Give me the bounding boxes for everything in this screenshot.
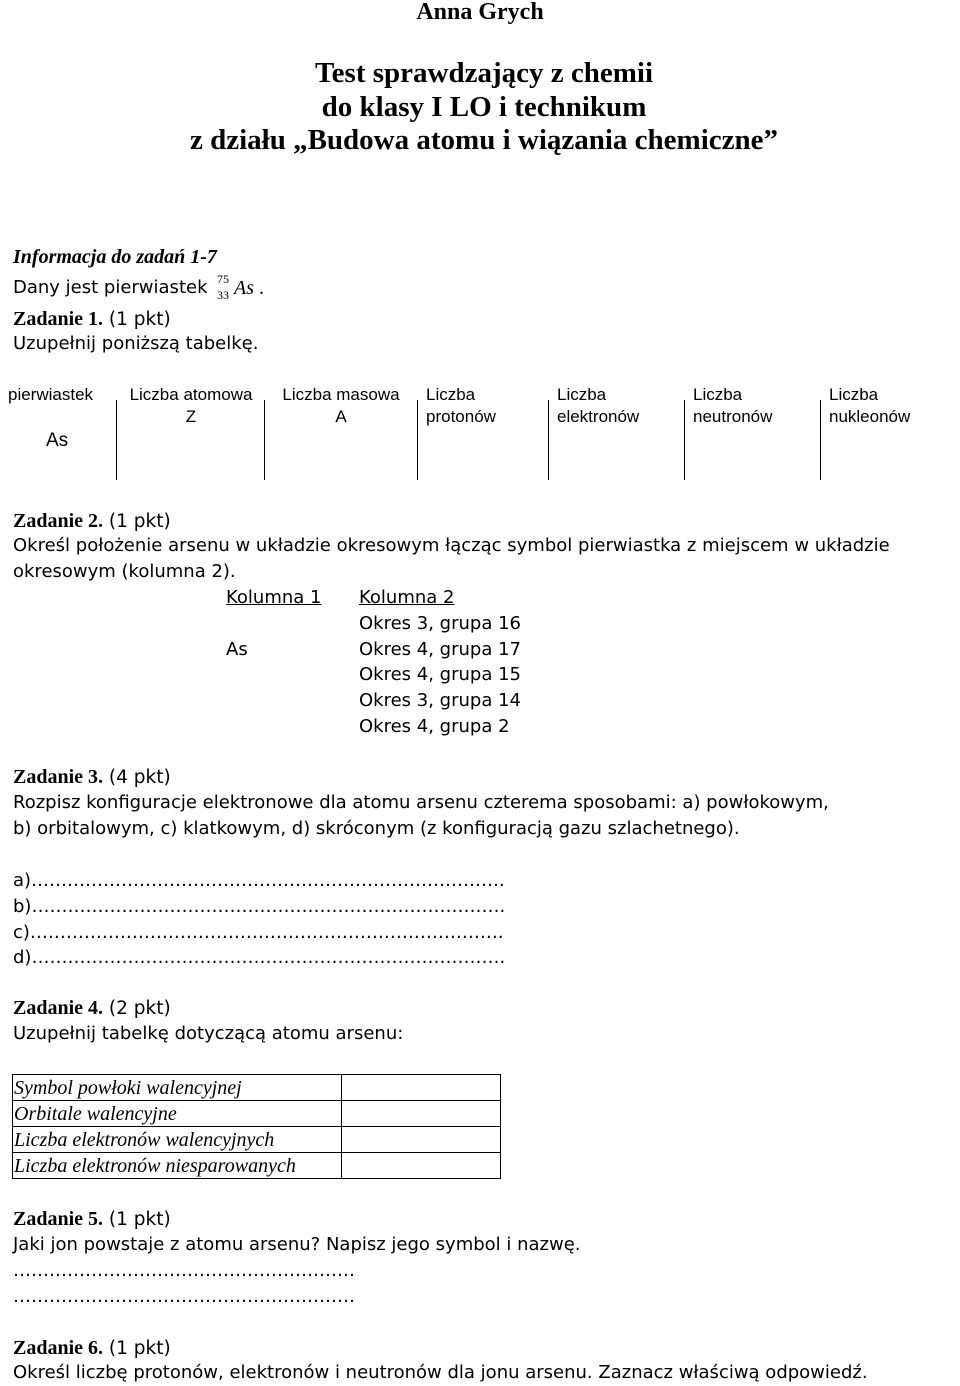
table-divider: [417, 400, 418, 480]
task2-label: Zadanie 2.: [13, 510, 104, 532]
task6-heading: [13, 1337, 171, 1360]
table-row: [13, 1101, 501, 1127]
table-divider: [684, 400, 685, 480]
answer-cell[interactable]: [342, 1075, 501, 1101]
answer-line-a[interactable]: a)…………………………………………………………………….: [13, 870, 505, 891]
task5-points: (1 pkt): [108, 1209, 171, 1230]
task1-label: Zadanie 1.: [13, 308, 104, 330]
answer-cell[interactable]: [342, 1101, 501, 1127]
task2-points: (1 pkt): [108, 511, 171, 532]
column-1-item: As: [226, 639, 248, 660]
header-mass-number: Liczba masowa A: [282, 385, 400, 426]
info-text: Dany jest pierwiastek: [13, 277, 208, 298]
row-label: Liczba elektronów walencyjnych: [13, 1127, 342, 1153]
answer-line-d[interactable]: d)…………………………………………………………………….: [13, 947, 506, 968]
task3-points: (4 pkt): [108, 767, 171, 788]
valence-table: [12, 1074, 501, 1179]
task4-label: Zadanie 4.: [13, 997, 104, 1019]
task2-line-2: okresowym (kolumna 2).: [13, 561, 236, 582]
task6-label: Zadanie 6.: [13, 1337, 104, 1359]
task3-line-1: Rozpisz konfiguracje elektronowe dla atomu arsenu czterema sposobami: a) powłokowym,: [13, 792, 829, 813]
task1-points: (1 pkt): [108, 309, 171, 330]
column-2-item: Okres 4, grupa 17: [359, 639, 521, 660]
row-label: Liczba elektronów niesparowanych: [13, 1153, 342, 1179]
header-nucleons: Liczba nukleonów: [829, 385, 911, 426]
test-title-line-3: z działu „Budowa atomu i wiązania chemiczne”: [189, 124, 779, 156]
task4-instruction: Uzupełnij tabelkę dotyczącą atomu arsenu:: [13, 1023, 404, 1044]
task5-instruction: Jaki jon powstaje z atomu arsenu? Napisz jego symbol i nazwę.: [13, 1234, 581, 1255]
test-title-line-2: do klasy I LO i technikum: [321, 91, 647, 123]
header-element: pierwiastek: [8, 385, 94, 404]
info-period: .: [259, 277, 264, 299]
table-row: [13, 1075, 501, 1101]
task3-heading: [13, 766, 171, 789]
task4-heading: [13, 997, 171, 1020]
table-divider: [264, 400, 265, 480]
task1-instruction: Uzupełnij poniższą tabelkę.: [13, 333, 259, 354]
answer-cell[interactable]: [342, 1153, 501, 1179]
info-heading: Informacja do zadań 1-7: [13, 246, 217, 268]
answer-line-b[interactable]: b)…………………………………………………………………….: [13, 896, 506, 917]
element-symbol: As: [234, 277, 254, 299]
element-table: [0, 372, 960, 480]
task6-instruction: Określ liczbę protonów, elektronów i neutronów dla jonu arsenu. Zaznacz właściwą odpowiedź.: [13, 1362, 868, 1383]
answer-line[interactable]: …………………………………………………: [13, 1286, 355, 1307]
task1-heading: [13, 308, 171, 331]
column-2-header: Kolumna 2: [359, 587, 455, 608]
task2-heading: [13, 510, 171, 533]
test-title-line-1: Test sprawdzający z chemii: [314, 57, 654, 89]
column-2-item: Okres 3, grupa 16: [359, 613, 521, 634]
row-label: Symbol powłoki walencyjnej: [13, 1075, 342, 1101]
task5-heading: [13, 1208, 171, 1231]
answer-line[interactable]: …………………………………………………: [13, 1260, 355, 1281]
mass-number: 75: [217, 272, 229, 286]
task4-points: (2 pkt): [108, 998, 171, 1019]
column-2-item: Okres 3, grupa 14: [359, 690, 521, 711]
row-element-symbol: As: [46, 430, 69, 451]
atomic-number: 33: [217, 288, 229, 302]
row-label: Orbitale walencyjne: [13, 1101, 342, 1127]
author-name: Anna Grych: [416, 0, 544, 25]
table-divider: [820, 400, 821, 480]
task3-line-2: b) orbitalowym, c) klatkowym, d) skróconym (z konfiguracją gazu szlachetnego).: [13, 818, 740, 839]
header-electrons: Liczba elektronów: [557, 385, 640, 426]
header-atomic-number: Liczba atomowa Z: [129, 385, 253, 426]
answer-line-c[interactable]: c)…………………………………………………………………….: [13, 922, 504, 943]
task3-label: Zadanie 3.: [13, 766, 104, 788]
table-row: [13, 1153, 501, 1179]
answer-cell[interactable]: [342, 1127, 501, 1153]
table-divider: [116, 400, 117, 480]
column-2-item: Okres 4, grupa 2: [359, 716, 510, 737]
column-1-header: Kolumna 1: [226, 587, 322, 608]
header-neutrons: Liczba neutronów: [693, 385, 773, 426]
column-2-item: Okres 4, grupa 15: [359, 664, 521, 685]
task2-line-1: Określ położenie arsenu w układzie okresowym łącząc symbol pierwiastka z miejscem w układzie: [13, 535, 890, 556]
task5-label: Zadanie 5.: [13, 1208, 104, 1230]
table-divider: [548, 400, 549, 480]
table-row: [13, 1127, 501, 1153]
task6-points: (1 pkt): [108, 1338, 171, 1359]
header-protons: Liczba protonów: [426, 385, 496, 426]
